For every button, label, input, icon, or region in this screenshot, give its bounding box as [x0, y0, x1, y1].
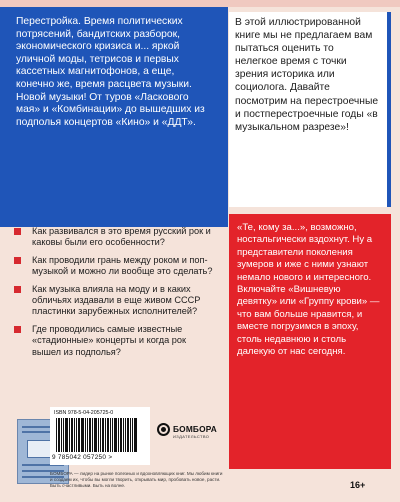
isbn-label: ISBN 978-5-04-205725-0 — [54, 410, 114, 416]
question-item — [14, 284, 214, 318]
question-item — [14, 324, 214, 358]
question-text: Как развивался в это время русский рок и каковы были его особенности? — [32, 226, 211, 248]
question-item — [14, 226, 214, 249]
description-card — [229, 12, 391, 207]
square-bullet-icon — [14, 228, 21, 235]
intro-panel — [0, 7, 228, 227]
closing-text: «Те, кому за...», возможно, ностальгически вздохнут. Ну а представители поколения зумеров и иже с ними узнают немало нового и интересного. Включайте «Вишневую девятку» или «Группу крови» — что вам больше нравится, и вместе погрузимся в эпоху, столь недавнюю и столь далекую от нас сегодня. — [237, 222, 380, 358]
question-text: Где проводились самые известные «стадионные» концерты и когда рок вышел из подполья? — [32, 323, 187, 357]
intro-text: Перестройка. Время политических потрясений, бандитских разборок, экономического кризиса и... яркой уличной моды, тетрисов и первых кассетных магнитофонов, а еще, конечно же, время расцвета музыки. Новой музыки! От туров «Ласкового мая» и «Комбинации» до вышедших из подполья концертов «Кино» и «ДДТ». — [16, 16, 205, 128]
description-text: В этой иллюстрированной книге мы не предлагаем вам пытаться оценить то нелегкое время с точки зрения историка или социолога. Давайте посмотрим на перестроечные и постперестроечные годы «в музыкальном разрезе»! — [235, 17, 379, 133]
back-cover-footer — [0, 405, 229, 502]
question-list — [14, 226, 214, 364]
publisher-logo-subtitle: ИЗДАТЕЛЬСТВО — [173, 434, 210, 439]
closing-panel — [229, 214, 391, 469]
top-border — [0, 0, 400, 7]
barcode — [50, 407, 150, 465]
barcode-bars — [56, 418, 144, 452]
bombora-logo-icon — [157, 423, 170, 436]
question-text: Как проводили грань между роком и поп-музыкой и можно ли вообще это сделать? — [32, 254, 213, 277]
square-bullet-icon — [14, 286, 21, 293]
square-bullet-icon — [14, 326, 21, 333]
question-text: Как музыка влияла на моду и в каких обличьях издавали в еще живом СССР пластинки зарубежных исполнителей? — [32, 283, 201, 317]
publisher-logo-text: БОМБОРА — [173, 424, 217, 434]
age-rating: 16+ — [350, 480, 366, 490]
publisher-note: БОМБОРА — лидер на рынке полезных и вдохновляющих книг. Мы любим книги и создаем их, чтобы вы могли творить, открывать мир, пробовать новое, расти. Быть счастливыми. Быть на волне. — [50, 471, 223, 488]
barcode-digits: 9 785042 057250 > — [52, 454, 113, 461]
question-item — [14, 255, 214, 278]
square-bullet-icon — [14, 257, 21, 264]
